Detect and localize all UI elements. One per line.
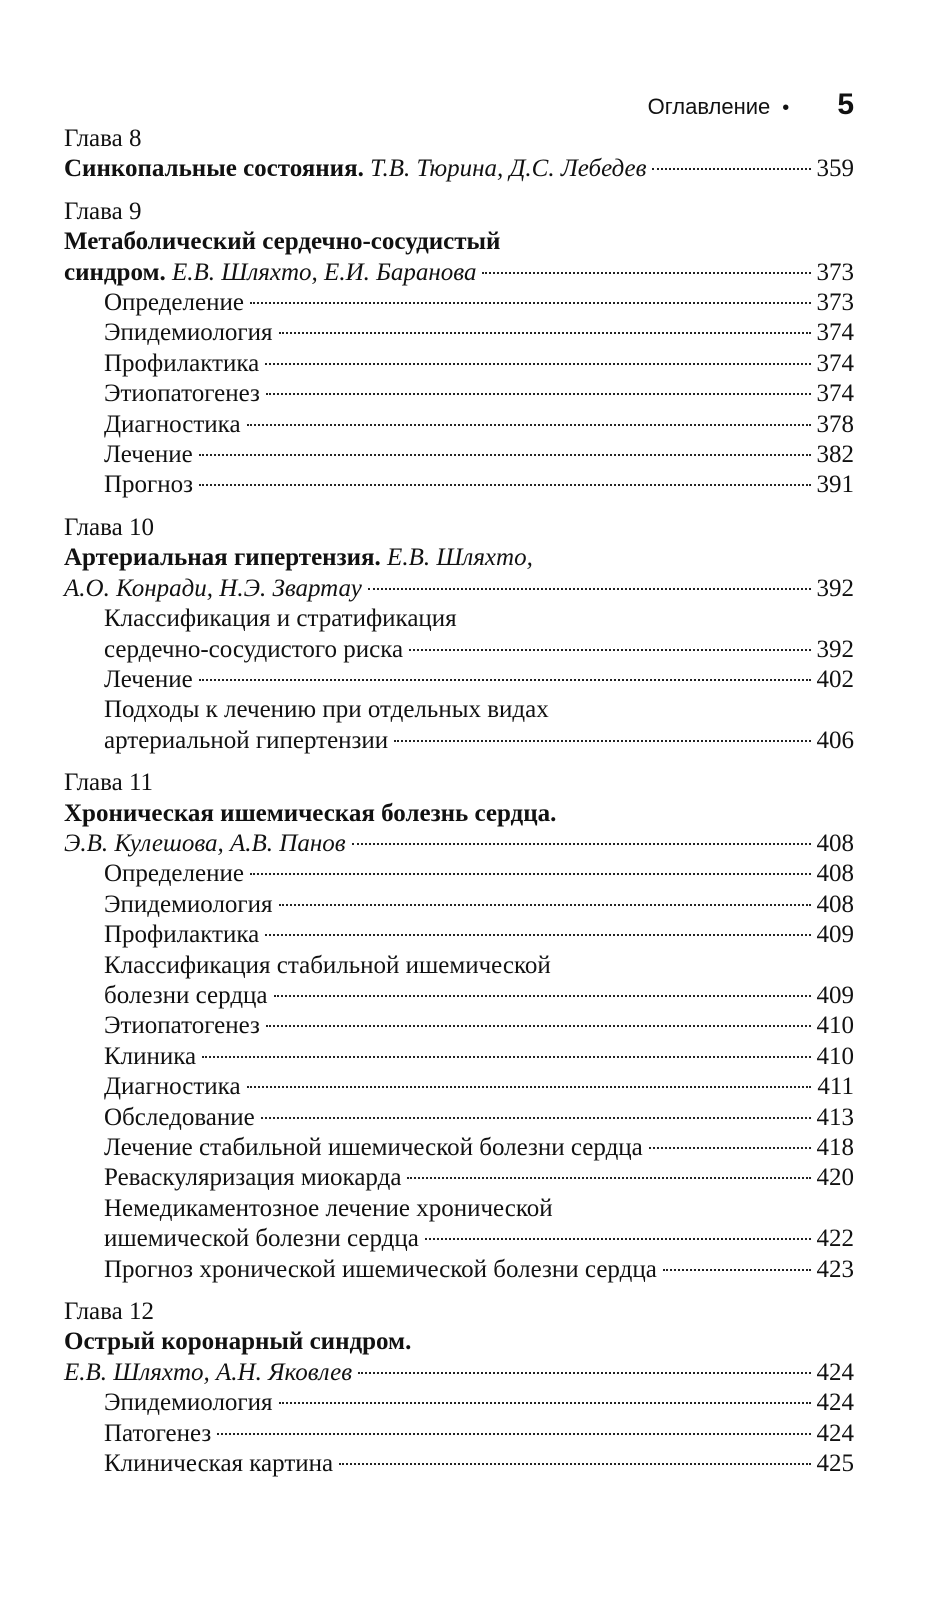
toc-entry[interactable] <box>64 1103 854 1133</box>
toc-entry[interactable] <box>64 1449 854 1479</box>
dot-leader <box>482 272 810 274</box>
chapter-authors: Э.В. Кулешова, А.В. Панов <box>64 829 346 857</box>
entry-title: Обследование <box>104 1103 255 1131</box>
chapter-heading-entry[interactable] <box>64 574 854 604</box>
chapter-heading-entry[interactable] <box>64 829 854 859</box>
toc-entry[interactable] <box>64 410 854 440</box>
entry-page: 410 <box>816 1042 854 1070</box>
dot-leader <box>266 393 811 395</box>
entry-page: 410 <box>816 1012 854 1040</box>
dot-leader <box>265 934 810 936</box>
running-head-section: Оглавление <box>647 94 771 119</box>
toc-entry[interactable] <box>64 288 854 318</box>
entry-title-continued: болезни сердца <box>104 981 268 1009</box>
toc-entry[interactable] <box>64 1419 854 1449</box>
dot-leader <box>407 1177 810 1179</box>
entry-page: 411 <box>817 1073 854 1101</box>
dot-leader <box>279 1402 811 1404</box>
chapter-heading-entry[interactable] <box>64 154 854 184</box>
entry-title-continued: сердечно-сосудистого риска <box>104 635 404 663</box>
bullet-icon: • <box>782 97 790 119</box>
toc-entry[interactable] <box>64 379 854 409</box>
entry-title: Эпидемиология <box>104 1389 273 1417</box>
entry-title: Классификация и стратификация <box>104 605 457 633</box>
dot-leader <box>279 332 811 334</box>
chapter-authors: Е.В. Шляхто, А.Н. Яковлев <box>64 1358 353 1386</box>
toc-entry[interactable] <box>64 318 854 348</box>
toc-entry[interactable] <box>64 1011 854 1041</box>
entry-page: 373 <box>816 258 854 286</box>
chapter-title: Синкопальные состояния. <box>64 155 364 183</box>
dot-leader <box>279 904 811 906</box>
entry-title: Подходы к лечению при отдельных видах <box>104 696 549 724</box>
chapter-title-continued: синдром. <box>64 258 166 286</box>
chapter-label: Глава 12 <box>64 1298 154 1326</box>
entry-page: 392 <box>816 574 854 602</box>
chapter-label: Глава 10 <box>64 513 154 541</box>
chapter-title: Метаболический сердечно-сосудистый <box>64 228 501 256</box>
chapter-label: Глава 11 <box>64 769 154 797</box>
chapter-heading-entry[interactable] <box>64 1358 854 1388</box>
entry-page: 413 <box>816 1103 854 1131</box>
toc-entry[interactable] <box>64 1042 854 1072</box>
entry-title: Этиопатогенез <box>104 380 260 408</box>
toc-entry[interactable] <box>64 1388 854 1418</box>
entry-page: 392 <box>816 635 854 663</box>
dot-leader <box>352 843 811 845</box>
dot-leader <box>274 995 811 997</box>
entry-page: 424 <box>816 1389 854 1417</box>
table-of-contents <box>64 124 854 1491</box>
dot-leader <box>250 873 811 875</box>
toc-entry[interactable] <box>64 920 854 950</box>
entry-page: 374 <box>816 319 854 347</box>
toc-entry[interactable] <box>64 349 854 379</box>
entry-title: Профилактика <box>104 349 260 377</box>
entry-page: 374 <box>816 349 854 377</box>
entry-page: 418 <box>816 1134 854 1161</box>
dot-leader <box>358 1372 810 1374</box>
entry-page: 422 <box>816 1225 854 1253</box>
dot-leader <box>199 454 811 456</box>
toc-entry[interactable] <box>64 859 854 889</box>
dot-leader <box>652 168 810 170</box>
entry-title: Этиопатогенез <box>104 1012 260 1040</box>
chapter-label: Глава 9 <box>64 197 142 225</box>
toc-entry[interactable] <box>64 1163 854 1193</box>
toc-entry[interactable] <box>64 1072 854 1102</box>
page-number: 5 <box>837 88 854 121</box>
dot-leader <box>199 679 811 681</box>
entry-page: 408 <box>816 890 854 918</box>
entry-title-continued: ишемической болезни сердца <box>104 1225 419 1253</box>
dot-leader <box>394 740 810 742</box>
entry-page: 359 <box>816 155 854 183</box>
toc-entry[interactable] <box>64 440 854 470</box>
entry-title: Прогноз <box>104 471 194 499</box>
dot-leader <box>199 484 810 486</box>
dot-leader <box>339 1463 810 1465</box>
toc-entry[interactable] <box>64 695 854 756</box>
entry-title: Клиника <box>104 1042 197 1070</box>
entry-page: 424 <box>816 1358 854 1386</box>
entry-page: 425 <box>816 1450 854 1478</box>
entry-title: Определение <box>104 289 244 317</box>
entry-title: Реваскуляризация миокарда <box>104 1164 402 1192</box>
entry-title: Профилактика <box>104 921 260 949</box>
dot-leader <box>250 302 811 304</box>
dot-leader <box>217 1433 810 1435</box>
dot-leader <box>649 1147 811 1149</box>
entry-title-continued: артериальной гипертензии <box>104 726 389 754</box>
entry-page: 409 <box>816 921 854 949</box>
chapter-authors: Т.В. Тюрина, Д.С. Лебедев <box>370 155 647 183</box>
entry-title: Лечение <box>104 665 193 693</box>
chapter-title: Хроническая ишемическая болезнь сердца. <box>64 799 557 827</box>
entry-page: 409 <box>816 981 854 1009</box>
toc-entry[interactable] <box>64 665 854 695</box>
entry-title: Патогенез <box>104 1419 212 1447</box>
toc-entry[interactable] <box>64 470 854 500</box>
chapter-title: Артериальная гипертензия. <box>64 544 381 572</box>
chapter-8 <box>64 124 854 185</box>
entry-page: 378 <box>816 410 854 438</box>
entry-page: 391 <box>816 471 854 499</box>
chapter-label: Глава 8 <box>64 125 142 152</box>
dot-leader <box>368 588 811 590</box>
entry-title: Немедикаментозное лечение хронической <box>104 1194 553 1222</box>
entry-title: Диагностика <box>104 410 241 438</box>
entry-page: 373 <box>816 289 854 317</box>
entry-page: 423 <box>816 1255 854 1283</box>
toc-entry[interactable] <box>64 1255 854 1285</box>
entry-page: 424 <box>816 1419 854 1447</box>
toc-entry[interactable] <box>64 951 854 1012</box>
dot-leader <box>247 1086 812 1088</box>
dot-leader <box>266 1025 811 1027</box>
toc-entry[interactable] <box>64 1194 854 1255</box>
chapter-heading-entry[interactable] <box>64 258 854 288</box>
entry-title: Лечение стабильной ишемической болезни сердца <box>104 1134 643 1161</box>
chapter-authors: Е.В. Шляхто, <box>387 544 533 572</box>
entry-page: 402 <box>816 665 854 693</box>
chapter-authors-continued: А.О. Конради, Н.Э. Звартау <box>64 574 362 602</box>
entry-title: Лечение <box>104 441 193 469</box>
chapter-11 <box>64 768 854 1285</box>
dot-leader <box>265 363 810 365</box>
toc-entry[interactable] <box>64 604 854 665</box>
entry-title: Эпидемиология <box>104 890 273 918</box>
dot-leader <box>425 1238 811 1240</box>
entry-page: 382 <box>816 441 854 469</box>
entry-title: Диагностика <box>104 1073 241 1101</box>
dot-leader <box>663 1269 811 1271</box>
entry-page: 374 <box>816 380 854 408</box>
dot-leader <box>261 1117 811 1119</box>
entry-page: 406 <box>816 726 854 754</box>
chapter-authors: Е.В. Шляхто, Е.И. Баранова <box>172 258 477 286</box>
entry-title: Клиническая картина <box>104 1450 334 1478</box>
entry-title: Эпидемиология <box>104 319 273 347</box>
dot-leader <box>409 649 810 651</box>
chapter-title: Острый коронарный синдром. <box>64 1328 412 1356</box>
entry-title: Прогноз хронической ишемической болезни сердца <box>104 1255 657 1283</box>
chapter-12 <box>64 1297 854 1479</box>
entry-title: Определение <box>104 860 244 888</box>
toc-entry[interactable] <box>64 1133 854 1163</box>
entry-title: Классификация стабильной ишемической <box>104 951 551 979</box>
chapter-10 <box>64 513 854 756</box>
entry-page: 408 <box>816 860 854 888</box>
entry-page: 408 <box>816 829 854 857</box>
chapter-9 <box>64 197 854 501</box>
dot-leader <box>202 1056 810 1058</box>
dot-leader <box>247 424 811 426</box>
entry-page: 420 <box>816 1164 854 1192</box>
running-head <box>648 88 854 122</box>
toc-entry[interactable] <box>64 890 854 920</box>
